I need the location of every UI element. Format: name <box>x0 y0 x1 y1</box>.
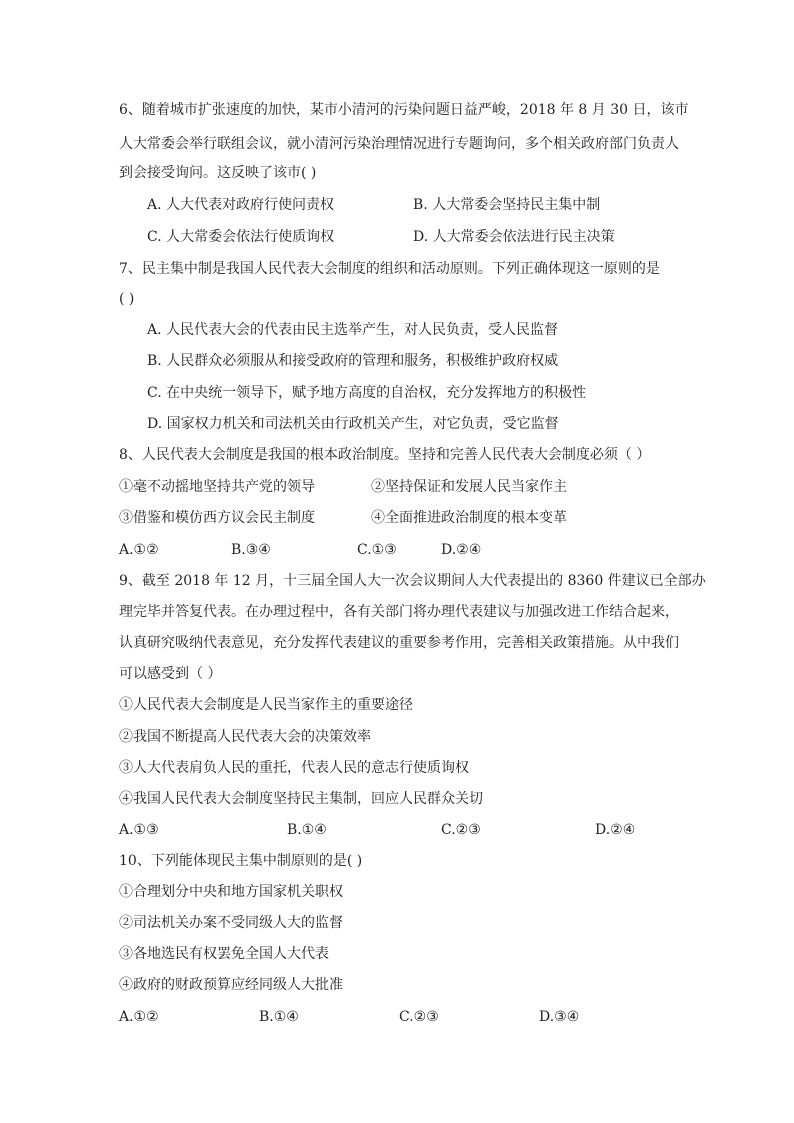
q6-stem-line-2: 人大常委会举行联组会议，就小清河污染治理情况进行专题询问，多个相关政府部门负责人 <box>119 136 679 152</box>
q7-option-a[interactable]: A. 人民代表大会的代表由民主选举产生，对人民负责，受人民监督 <box>147 322 559 338</box>
q7-stem-line-1: 7、民主集中制是我国人民代表大会制度的组织和活动原则。下列正确体现这一原则的是 <box>119 261 660 277</box>
q6-option-b[interactable]: B. 人大常委会坚持民主集中制 <box>413 197 601 213</box>
q10-statement-3: ③各地选民有权罢免全国人大代表 <box>119 946 329 962</box>
q8-option-d[interactable]: D.②④ <box>441 542 482 558</box>
q9-stem-line-2: 理完毕并答复代表。在办理过程中，各有关部门将办理代表建议与加强改进工作结合起来， <box>119 604 679 620</box>
q6-option-d[interactable]: D. 人大常委会依法进行民主决策 <box>413 229 615 245</box>
q7-option-c[interactable]: C. 在中央统一领导下，赋予地方高度的自治权，充分发挥地方的积极性 <box>147 385 587 401</box>
q10-option-a[interactable]: A.①② <box>119 1009 159 1025</box>
q8-option-c[interactable]: C.①③ <box>357 542 397 558</box>
q9-statement-1: ①人民代表大会制度是人民当家作主的重要途径 <box>119 697 413 713</box>
q7-option-b[interactable]: B. 人民群众必须服从和接受政府的管理和服务，积极维护政府权威 <box>147 353 559 369</box>
q9-option-d[interactable]: D.②④ <box>595 822 636 838</box>
q9-option-c[interactable]: C.②③ <box>441 822 481 838</box>
q9-statement-4: ④我国人民代表大会制度坚持民主集制，回应人民群众关切 <box>119 791 483 807</box>
q9-option-b[interactable]: B.①④ <box>287 822 327 838</box>
q6-stem-line-1: 6、随着城市扩张速度的加快，某市小清河的污染问题日益严峻，2018 年 8 月 30 日，该市 <box>119 102 689 118</box>
q6-stem-line-3: 到会接受询问。这反映了该市( ) <box>119 165 317 181</box>
q9-option-a[interactable]: A.①③ <box>119 822 159 838</box>
q10-option-b[interactable]: B.①④ <box>259 1009 299 1025</box>
q8-statement-4: ④全面推进政治制度的根本变革 <box>371 510 567 526</box>
q8-option-a[interactable]: A.①② <box>119 542 159 558</box>
q10-option-c[interactable]: C.②③ <box>399 1009 439 1025</box>
q8-option-b[interactable]: B.③④ <box>231 542 271 558</box>
q10-statement-1: ①合理划分中央和地方国家机关职权 <box>119 884 343 900</box>
q10-option-d[interactable]: D.③④ <box>539 1009 580 1025</box>
q10-statement-2: ②司法机关办案不受同级人大的监督 <box>119 915 343 931</box>
q6-option-c[interactable]: C. 人大常委会依法行使质询权 <box>147 229 335 245</box>
q10-stem-line-1: 10、下列能体现民主集中制原则的是( ) <box>119 853 363 869</box>
q7-stem-line-2: ( ) <box>119 291 135 307</box>
q9-stem-line-1: 9、截至 2018 年 12 月，十三届全国人大一次会议期间人大代表提出的 8360 件建议已全部办 <box>119 573 706 589</box>
q9-statement-2: ②我国不断提高人民代表大会的决策效率 <box>119 729 371 745</box>
q9-stem-line-4: 可以感受到（ ） <box>119 666 222 682</box>
q9-statement-3: ③人大代表肩负人民的重托，代表人民的意志行使质询权 <box>119 760 469 776</box>
q8-stem-line-1: 8、人民代表大会制度是我国的根本政治制度。坚持和完善人民代表大会制度必须（ ） <box>119 447 651 463</box>
q6-option-a[interactable]: A. 人大代表对政府行使问责权 <box>147 197 335 213</box>
q8-statement-3: ③借鉴和模仿西方议会民主制度 <box>119 510 315 526</box>
q8-statement-1: ①毫不动摇地坚持共产党的领导 <box>119 479 315 495</box>
q8-statement-2: ②坚持保证和发展人民当家作主 <box>371 479 567 495</box>
q7-option-d[interactable]: D. 国家权力机关和司法机关由行政机关产生，对它负责，受它监督 <box>147 416 559 432</box>
q10-statement-4: ④政府的财政预算应经同级人大批准 <box>119 977 343 993</box>
q9-stem-line-3: 认真研究吸纳代表意见，充分发挥代表建议的重要参考作用，完善相关政策措施。从中我们 <box>119 635 679 651</box>
